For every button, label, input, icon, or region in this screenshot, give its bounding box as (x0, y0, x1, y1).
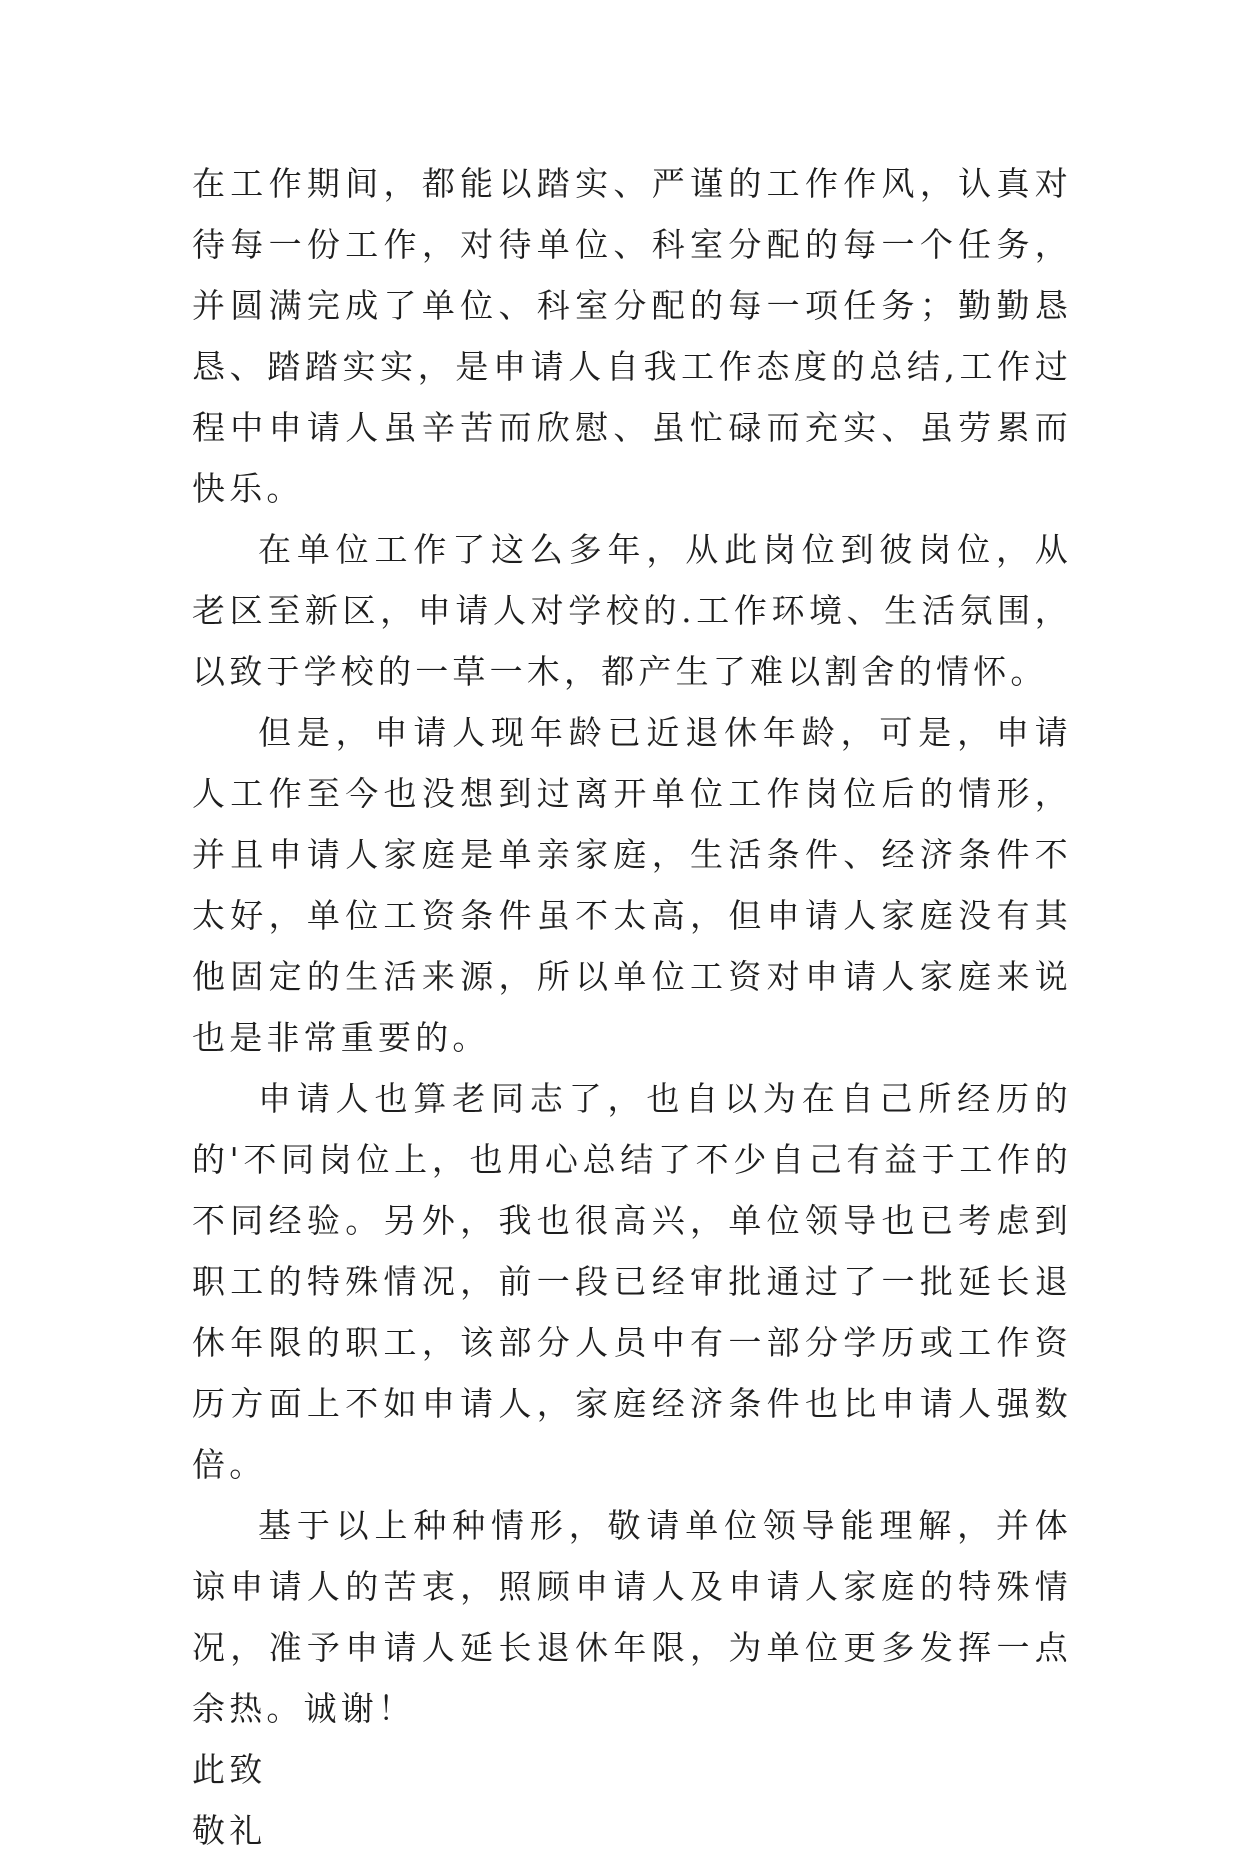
paragraph-experience: 申请人也算老同志了，也自以为在自己所经历的的'不同岗位上，也用心总结了不少自己有益于工作的不同经验。另外，我也很高兴，单位领导也已考虑到职工的特殊情况，前一段已经审批通过了一批延长退休年限的职工，该部分人员中有一部分学历或工作资历方面上不如申请人，家庭经济条件也比申请人强数倍。 (192, 1079, 1072, 1484)
paragraph-family-situation: 但是，申请人现年龄已近退休年龄，可是，申请人工作至今也没想到过离开单位工作岗位后的情形，并且申请人家庭是单亲家庭，生活条件、经济条件不太好，单位工资条件虽不太高，但申请人家庭没有其他固定的生活来源，所以单位工资对申请人家庭来说也是非常重要的。 (192, 713, 1072, 1057)
paragraph-work-attitude: 在工作期间，都能以踏实、严谨的工作作风，认真对待每一份工作，对待单位、科室分配的每一个任务，并圆满完成了单位、科室分配的每一项任务；勤勤恳恳、踏踏实实，是申请人自我工作态度的总结,工作过程中申请人虽辛苦而欣慰、虽忙碌而充实、虽劳累而快乐。 (192, 164, 1072, 508)
letter-body (192, 153, 1072, 1861)
closing-line-1: 此致 (192, 1750, 267, 1789)
closing-line-2: 敬礼 (192, 1811, 267, 1850)
paragraph-request: 基于以上种种情形，敬请单位领导能理解，并体谅申请人的苦衷，照顾申请人及申请人家庭的特殊情况，准予申请人延长退休年限，为单位更多发挥一点余热。诚谢！ (192, 1506, 1072, 1728)
paragraph-attachment-to-school: 在单位工作了这么多年，从此岗位到彼岗位，从老区至新区，申请人对学校的.工作环境、生活氛围，以致于学校的一草一木，都产生了难以割舍的情怀。 (192, 530, 1072, 691)
